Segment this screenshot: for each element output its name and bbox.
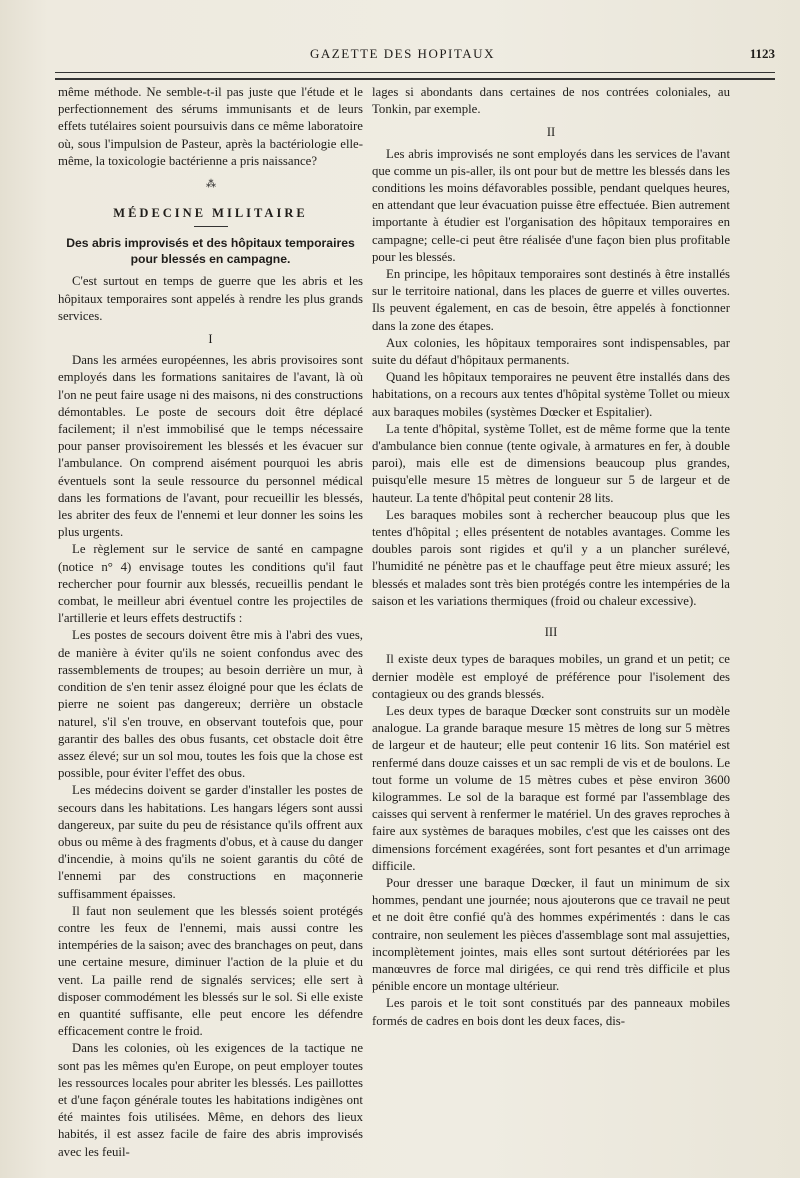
section-title: MÉDECINE MILITAIRE <box>113 206 308 221</box>
paragraph: Les baraques mobiles sont à rechercher beaucoup plus que les tentes d'hôpital ; elles présentent de notables avantages. Comme les doubles parois sont rigides et qu'il y a un plancher surélevé, l'humidité ne pénètre pas et le chauffage peut être mieux assuré; les blessés et malades sont très bien protégés contre les intempéries de la saison et les variations thermiques (froid ou chaleur excessive). <box>372 507 730 608</box>
section-numeral-2: II <box>546 125 556 140</box>
section-numeral-3: III <box>544 625 558 640</box>
paragraph: Pour dresser une baraque Dœcker, il faut un minimum de six hommes, pendant une journée; nous ajouterons que ce travail ne peut et ne doit être confié qu'à des hommes expérimentés : dans le cas contraire, non seulement les pièces d'assemblage sont mal assujetties, incomplètement jointes, mais elles sont surtout détériorées par les manœuvres de force mal dirigées, ce qui rend très difficile et plus pénible encore un montage ultérieur. <box>372 875 730 994</box>
paragraph: Dans les armées européennes, les abris provisoires sont employés dans les formations sanitaires de l'avant, là où l'on ne peut faire usage ni des maisons, ni des constructions démontables. Le poste de secours doit être déplacé facilement; il n'est immobilisé que le temps nécessaire pour panser provisoirement les blessés et les évacuer sur l'ambulance. On comprend aisément pourquoi les abris éventuels sont la seule ressource du personnel médical dans les formations de l'avant, pour recueillir les blessés, les abriter des feux de l'ennemi et leur donner les soins les plus urgents. <box>58 353 363 540</box>
header-rule-thin <box>55 72 775 73</box>
paragraph: Il existe deux types de baraques mobiles, un grand et un petit; ce dernier modèle est employé de préférence pour l'isolement des contagieux ou des grands blessés. <box>372 652 730 701</box>
paragraph: Les abris improvisés ne sont employés dans les services de l'avant que comme un pis-aller, ils ont pour but de mettre les blessés dans les conditions les moins défavorables possible, pendant quelques heures, en attendant que leur évacuation puisse être effectuée. Bien autrement importante à étudier est l'organisation des hôpitaux temporaires en campagne; celle-ci peut être réalisée d'une façon bien plus profitable pour les blessés. <box>372 146 730 264</box>
paragraph-continued: lages si abondants dans certaines de nos contrées coloniales, au Tonkin, par exemple. <box>372 85 730 117</box>
paragraph: Les deux types de baraque Dœcker sont construits sur un modèle analogue. La grande baraque mesure 15 mètres de long sur 5 mètres de largeur et de hauteur; elle peut contenir 16 lits. Son matériel est renfermé dans douze caisses et un sac rempli de vis et de boulons. Le tout forme un volume de 15 mètres cubes et pèse environ 3600 kilogrammes. Le sol de la baraque est formé par l'assemblage des caisses qui servent à renfermer le matériel. Un des graves reproches à faire aux systèmes de baraques mobiles, c'est que les caisses ont des dimensions forcément exagérées, sont fort pesantes et d'un arrimage difficile. <box>372 703 730 873</box>
title-rule <box>194 226 228 227</box>
paragraph: La tente d'hôpital, système Tollet, est de même forme que la tente d'ambulance bien connue (tente ogivale, à armatures en fer, à double paroi), mais elle est de dimensions beaucoup plus grandes, puisqu'elle mesure 15 mètres de longueur sur 5 de largeur et de hauteur. La tente d'hôpital peut contenir 28 lits. <box>372 421 730 505</box>
paragraph: Il faut non seulement que les blessés soient protégés contre les feux de l'ennemi, mais aussi contre les intempéries de la saison; avec des branchages on peut, dans une certaine mesure, diminuer l'action de la pluie et du vent. La paille rend de signalés services; elle sert à disposer commodément les blessés sur le sol. Si elle existe en quantité suffisante, elle peut encore les défendre efficacement contre le froid. <box>58 903 363 1039</box>
paragraph: Le règlement sur le service de santé en campagne (notice n° 4) envisage toutes les conditions qu'il faut rechercher pour fournir aux blessés, recueillis pendant le combat, le meilleur abri éventuel contre les projectiles de l'artillerie et leurs effets destructifs : <box>58 542 363 626</box>
journal-title: GAZETTE DES HOPITAUX <box>310 46 495 61</box>
section-numeral-1: I <box>208 332 213 347</box>
left-column <box>58 84 363 1161</box>
header-rule-thick <box>55 78 775 80</box>
paragraph: Les postes de secours doivent être mis à l'abri des vues, de manière à éviter qu'ils ne soient confondus avec des rassemblements de troupes; au besoin derrière un mur, à condition de s'en tenir assez éloigné pour que les éclats de pierre ne soient pas dangereux; derrière un obstacle naturel, s'il s'en trouve, en observant toutefois que, pour garantir des balles des obus fusants, cet obstacle doit être assez élevé; sur un sol mou, toutes les fois que la chose est possible, pour éviter l'effet des obus. <box>58 628 363 781</box>
paragraph: En principe, les hôpitaux temporaires sont destinés à être installés sur le territoire national, dans les places de guerre et villes ouvertes. Ils peuvent également, en cas de besoin, être appelés à fonctionner dans la zone des étapes. <box>372 267 730 333</box>
article-title: Des abris improvisés et des hôpitaux temporaires pour blessés en campagne. <box>66 236 355 267</box>
paragraph: Dans les colonies, où les exigences de la tactique ne sont pas les mêmes qu'en Europe, on peut employer toutes les ressources locales pour abriter les blessés. Les paillottes et d'une façon générale toutes les habitations indigènes ont été maintes fois utilisées. Même, en dehors des lieux habités, il est assez facile de faire des abris improvisés avec les feuil- <box>58 1041 363 1159</box>
paragraph: Les médecins doivent se garder d'installer les postes de secours dans les habitations. Les hangars légers sont aussi dangereux, par suite du peu de résistance qu'ils offrent aux obus ou même à des fragments d'obus, et à cause du danger d'incendie, à moins qu'ils ne soient garantis du côté de l'ennemi par des constructions en maçonnerie suffisamment épaisses. <box>58 783 363 901</box>
article-lead: C'est surtout en temps de guerre que les abris et les hôpitaux temporaires sont appelés à rendre les plus grands services. <box>58 274 363 323</box>
paragraph: Les parois et le toit sont constitués par des panneaux mobiles formés de cadres en bois dont les deux faces, dis- <box>372 996 730 1028</box>
intro-paragraph: même méthode. Ne semble-t-il pas juste que l'étude et le perfectionnement des sérums immunisants et de leurs effets tutélaires soient poursuivis dans ce même laboratoire où, sous l'impulsion de Pasteur, après la bactériologie elle-même, la toxicologie bactérienne a pris naissance? <box>58 85 363 168</box>
section-ornament: ⁂ <box>206 179 215 191</box>
page-number: 1123 <box>749 46 775 61</box>
running-header <box>30 40 775 70</box>
paragraph: Aux colonies, les hôpitaux temporaires sont indispensables, par suite du défaut d'hôpitaux permanents. <box>372 335 730 368</box>
paragraph: Quand les hôpitaux temporaires ne peuvent être installés dans des habitations, on a recours aux tentes d'hôpital système Tollet ou mieux aux baraques mobiles (systèmes Dœcker et Espitalier). <box>372 370 730 419</box>
right-column <box>372 84 730 1030</box>
